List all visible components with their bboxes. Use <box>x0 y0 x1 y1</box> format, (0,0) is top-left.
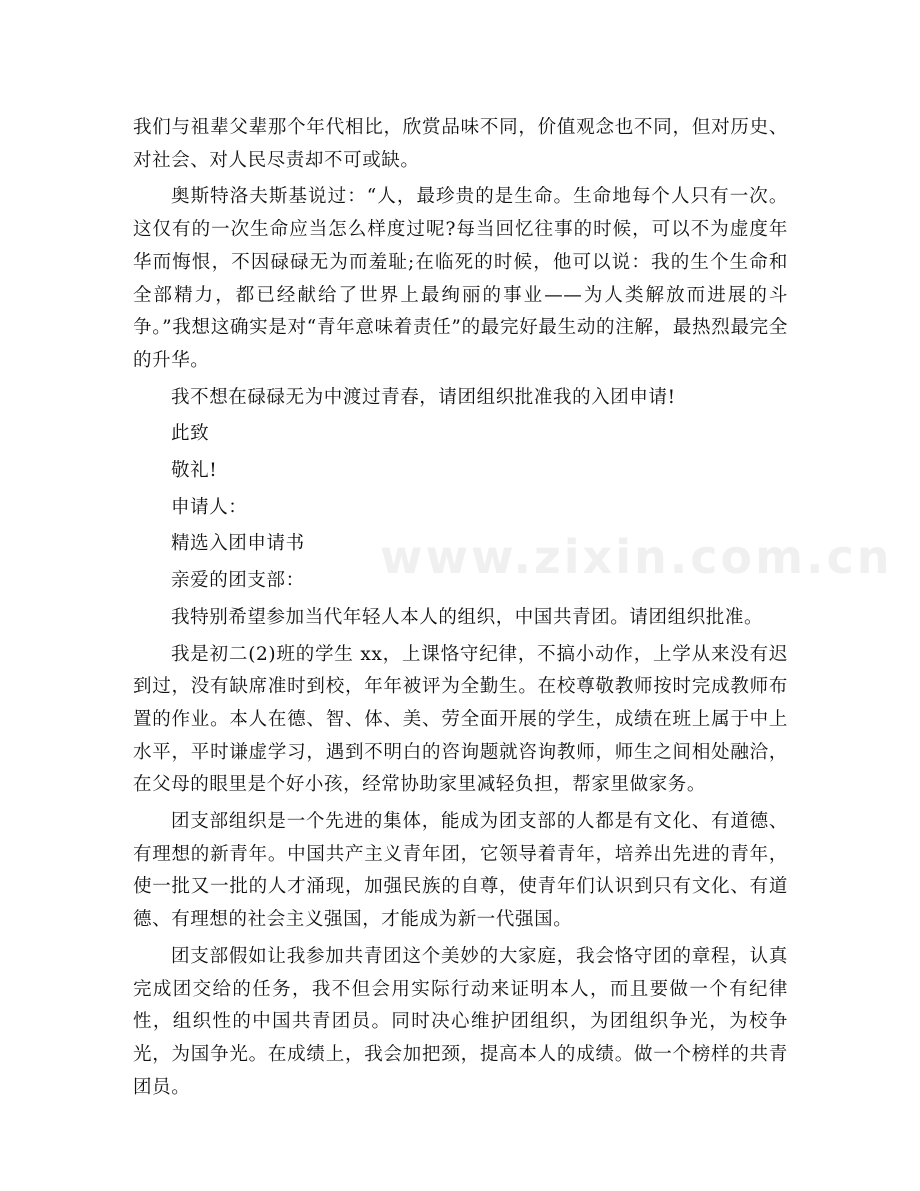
greeting: 亲爱的团支部： <box>171 570 305 592</box>
document-page <box>133 112 788 1108</box>
paragraph-responsibility: 我们与祖辈父辈那个年代相比，欣赏品味不同，价值观念也不同，但对历史、对社会、对人民尽责却不可或缺。 <box>133 117 788 171</box>
watermark: www.zixin.com.cn <box>380 530 893 584</box>
section-heading: 精选入团申请书 <box>171 533 305 555</box>
paragraph-league-description: 团支部组织是一个先进的集体，能成为团支部的人都是有文化、有道德、有理想的新青年。中国共产主义青年团，它领导着青年，培养出先进的青年，使一批又一批的人才涌现，加强民族的自尊，使青年们认识到只有文化、有道德、有理想的社会主义强国，才能成为新一代强国。 <box>133 811 788 931</box>
closing-regards: 敬礼! <box>171 460 218 482</box>
paragraph-self-introduction: 我是初二(2)班的学生 xx，上课恪守纪律，不搞小动作，上学从来没有迟到过，没有缺席准时到校，年年被评为全勤生。在校尊敬教师按时完成教师布置的作业。本人在德、智、体、美、劳全面开展的学生，成绩在班上属于中上水平，平时谦虚学习，遇到不明白的咨询题就咨询教师，师生之间相处融洽，在父母的眼里是个好小孩，经常协助家里减轻负担，帮家里做家务。 <box>133 643 788 796</box>
paragraph-intro-wish: 我特别希望参加当代年轻人本人的组织，中国共青团。请团组织批准。 <box>171 606 764 628</box>
paragraph-application-request: 我不想在碌碌无为中渡过青春，请团组织批准我的入团申请! <box>171 386 676 408</box>
paragraph-commitment: 团支部假如让我参加共青团这个美妙的大家庭，我会恪守团的章程，认真完成团交给的任务，我不但会用实际行动来证明本人，而且要做一个有纪律性，组织性的中国共青团员。同时决心维护团组织，为团组织争光，为校争光，为国争光。在成绩上，我会加把颈，提高本人的成绩。做一个榜样的共青团员。 <box>133 945 788 1098</box>
applicant-label: 申请人： <box>171 496 248 518</box>
paragraph-ostrovsky-quote: 奥斯特洛夫斯基说过：“人，最珍贵的是生命。生命地每个人只有一次。这仅有的一次生命应当怎么样度过呢?每当回忆往事的时候，可以不为虚度年华而悔恨，不因碌碌无为而羞耻;在临死的时候，他可以说：我的生个生命和全部精力，都已经献给了世界上最绚丽的事业——为人类解放而进展的斗争。”我想这确实是对“青年意味着责任”的最完好最生动的注解，最热烈最完全的升华。 <box>133 186 788 371</box>
closing-salutation: 此致 <box>171 423 210 445</box>
